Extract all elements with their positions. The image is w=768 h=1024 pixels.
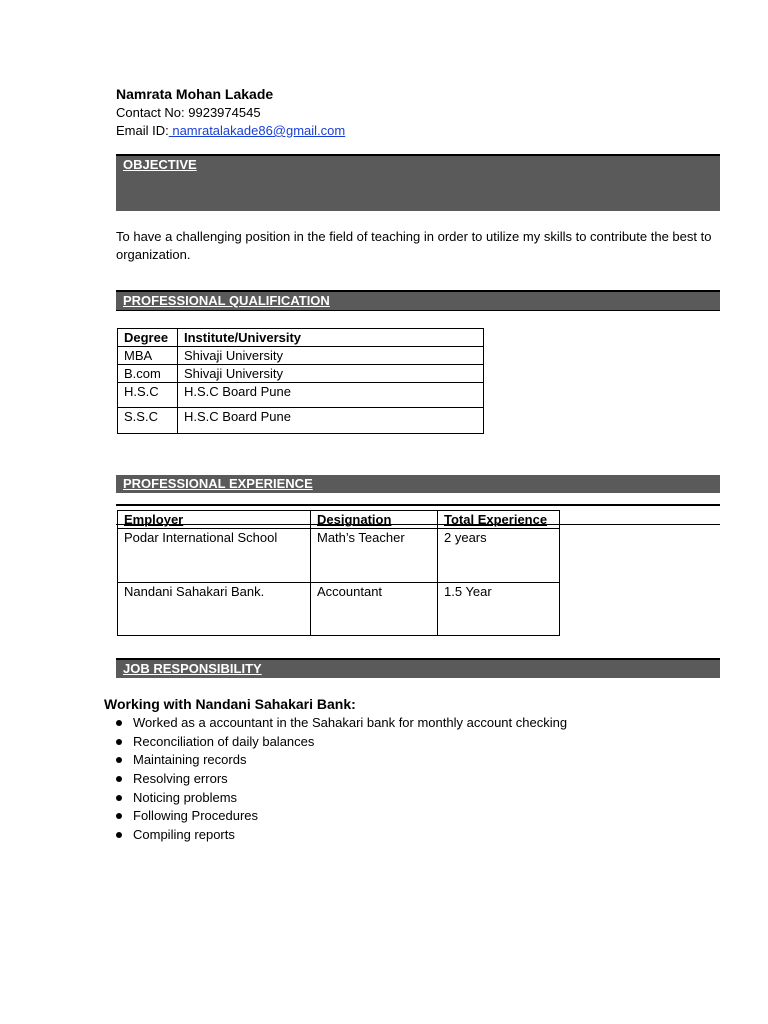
list-item-text: Maintaining records [133, 752, 247, 768]
list-item [114, 770, 567, 789]
email-label: Email ID: [116, 123, 169, 138]
bullet-icon [116, 776, 122, 782]
candidate-name: Namrata Mohan Lakade [116, 86, 274, 102]
experience-section-bar [116, 475, 720, 493]
bullet-icon [116, 739, 122, 745]
responsibility-list [114, 714, 567, 845]
list-item [114, 789, 567, 808]
list-item [114, 826, 567, 845]
table-cell: H.S.C Board Pune [178, 408, 484, 434]
objective-section-bar [116, 154, 720, 211]
table-cell: Accountant [311, 583, 438, 636]
list-item [114, 807, 567, 826]
responsibility-title: JOB RESPONSIBILITY [123, 661, 262, 676]
table-cell: 2 years [438, 529, 560, 583]
bullet-icon [116, 813, 122, 819]
list-item-text: Compiling reports [133, 827, 235, 843]
table-cell: B.com [118, 365, 178, 383]
table-header: Institute/University [178, 329, 484, 347]
table-row [118, 365, 484, 383]
objective-title: OBJECTIVE [123, 157, 197, 172]
objective-text: To have a challenging position in the field of teaching in order to utilize my skills to contribute the best to organization. [116, 229, 712, 262]
responsibility-section-bar [116, 658, 720, 678]
list-item-text: Worked as a accountant in the Sahakari bank for monthly account checking [133, 715, 568, 730]
experience-table [117, 510, 560, 636]
table-header: Employer [118, 511, 311, 529]
table-cell: 1.5 Year [438, 583, 560, 636]
table-row [118, 347, 484, 365]
table-header-row [118, 511, 560, 529]
table-cell: Shivaji University [178, 347, 484, 365]
email-line [116, 123, 345, 138]
bullet-icon [116, 720, 122, 726]
table-cell: H.S.C [118, 383, 178, 408]
table-row [118, 408, 484, 434]
responsibility-heading: Working with Nandani Sahakari Bank: [104, 696, 356, 712]
experience-title: PROFESSIONAL EXPERIENCE [123, 476, 313, 491]
table-row [118, 583, 560, 636]
list-item [114, 751, 567, 770]
table-header: Degree [118, 329, 178, 347]
qualification-table [117, 328, 484, 434]
email-link[interactable]: namratalakade86@gmail.com [168, 123, 346, 138]
list-item [114, 714, 567, 733]
list-item-text: Noticing problems [133, 789, 238, 805]
table-header-row [118, 329, 484, 347]
table-cell: Shivaji University [178, 365, 484, 383]
list-item-text: Reconciliation of daily balances [133, 733, 315, 749]
table-cell: H.S.C Board Pune [178, 383, 484, 408]
qualification-title: PROFESSIONAL QUALIFICATION [123, 293, 330, 308]
table-cell: S.S.C [118, 408, 178, 434]
table-header: Total Experience [438, 511, 560, 529]
bullet-icon [116, 832, 122, 838]
qualification-section-bar [116, 290, 720, 310]
table-row [118, 383, 484, 408]
list-item [114, 733, 567, 752]
contact-number: Contact No: 9923974545 [116, 105, 261, 120]
table-cell: Podar International School [118, 529, 311, 583]
experience-rule-top [116, 504, 720, 506]
list-item-text: Following Procedures [133, 808, 259, 824]
table-row [118, 529, 560, 583]
qualification-underline [116, 310, 720, 311]
bullet-icon [116, 757, 122, 763]
bullet-icon [116, 795, 122, 801]
list-item-text: Resolving errors [133, 771, 228, 787]
table-cell: Math’s Teacher [311, 529, 438, 583]
table-cell: Nandani Sahakari Bank. [118, 583, 311, 636]
table-header: Designation [311, 511, 438, 529]
table-cell: MBA [118, 347, 178, 365]
